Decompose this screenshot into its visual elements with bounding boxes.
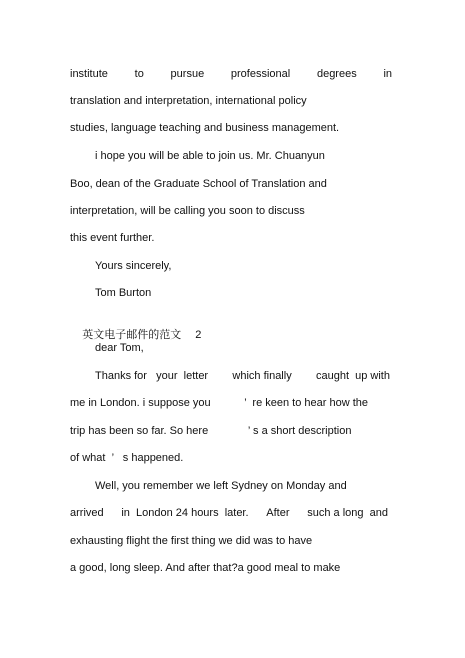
text-line: of what ’ s happened. [70,452,184,464]
text-line: trip has been so far. So here ’ s a short description [70,425,352,437]
word-group: caught up with [315,370,390,382]
word-group: arrived [70,507,104,519]
text-line: Boo, dean of the Graduate School of Translation and [70,178,327,190]
closing-line: Yours sincerely, [95,260,172,272]
text-line [95,369,390,383]
text-line [70,67,392,81]
text-line: this event further. [70,232,155,244]
word: institute [70,68,108,80]
salutation: dear Tom, [95,342,144,354]
text-line: Well, you remember we left Sydney on Monday and [95,480,347,492]
word: pursue [170,68,205,80]
word-group: After [266,507,290,519]
text-line: interpretation, will be calling you soon to discuss [70,205,305,217]
word: professional [230,68,291,80]
text-line: studies, language teaching and business management. [70,122,340,134]
text-line: exhausting flight the first thing we did was to have [70,535,313,547]
word-group: Thanks for your letter [95,370,209,382]
text-line: a good, long sleep. And after that?a good meal to make [70,562,341,574]
heading-cjk: 英文电子邮件的范文 [82,328,182,341]
text-line: i hope you will be able to join us. Mr. Chuanyun [95,150,325,162]
word-group: which finally [232,370,292,382]
word-group: in London 24 hours later. [121,507,249,519]
heading-number: 2 [195,329,202,341]
word-group: such a long and [307,507,388,519]
text-line: translation and interpretation, international policy [70,95,307,107]
word: degrees [316,68,357,80]
word: in [383,68,392,80]
signature-name: Tom Burton [95,287,152,299]
text-line [70,506,388,520]
text-line: me in London. i suppose you ’ re keen to hear how the [70,397,368,409]
word: to [134,68,144,80]
